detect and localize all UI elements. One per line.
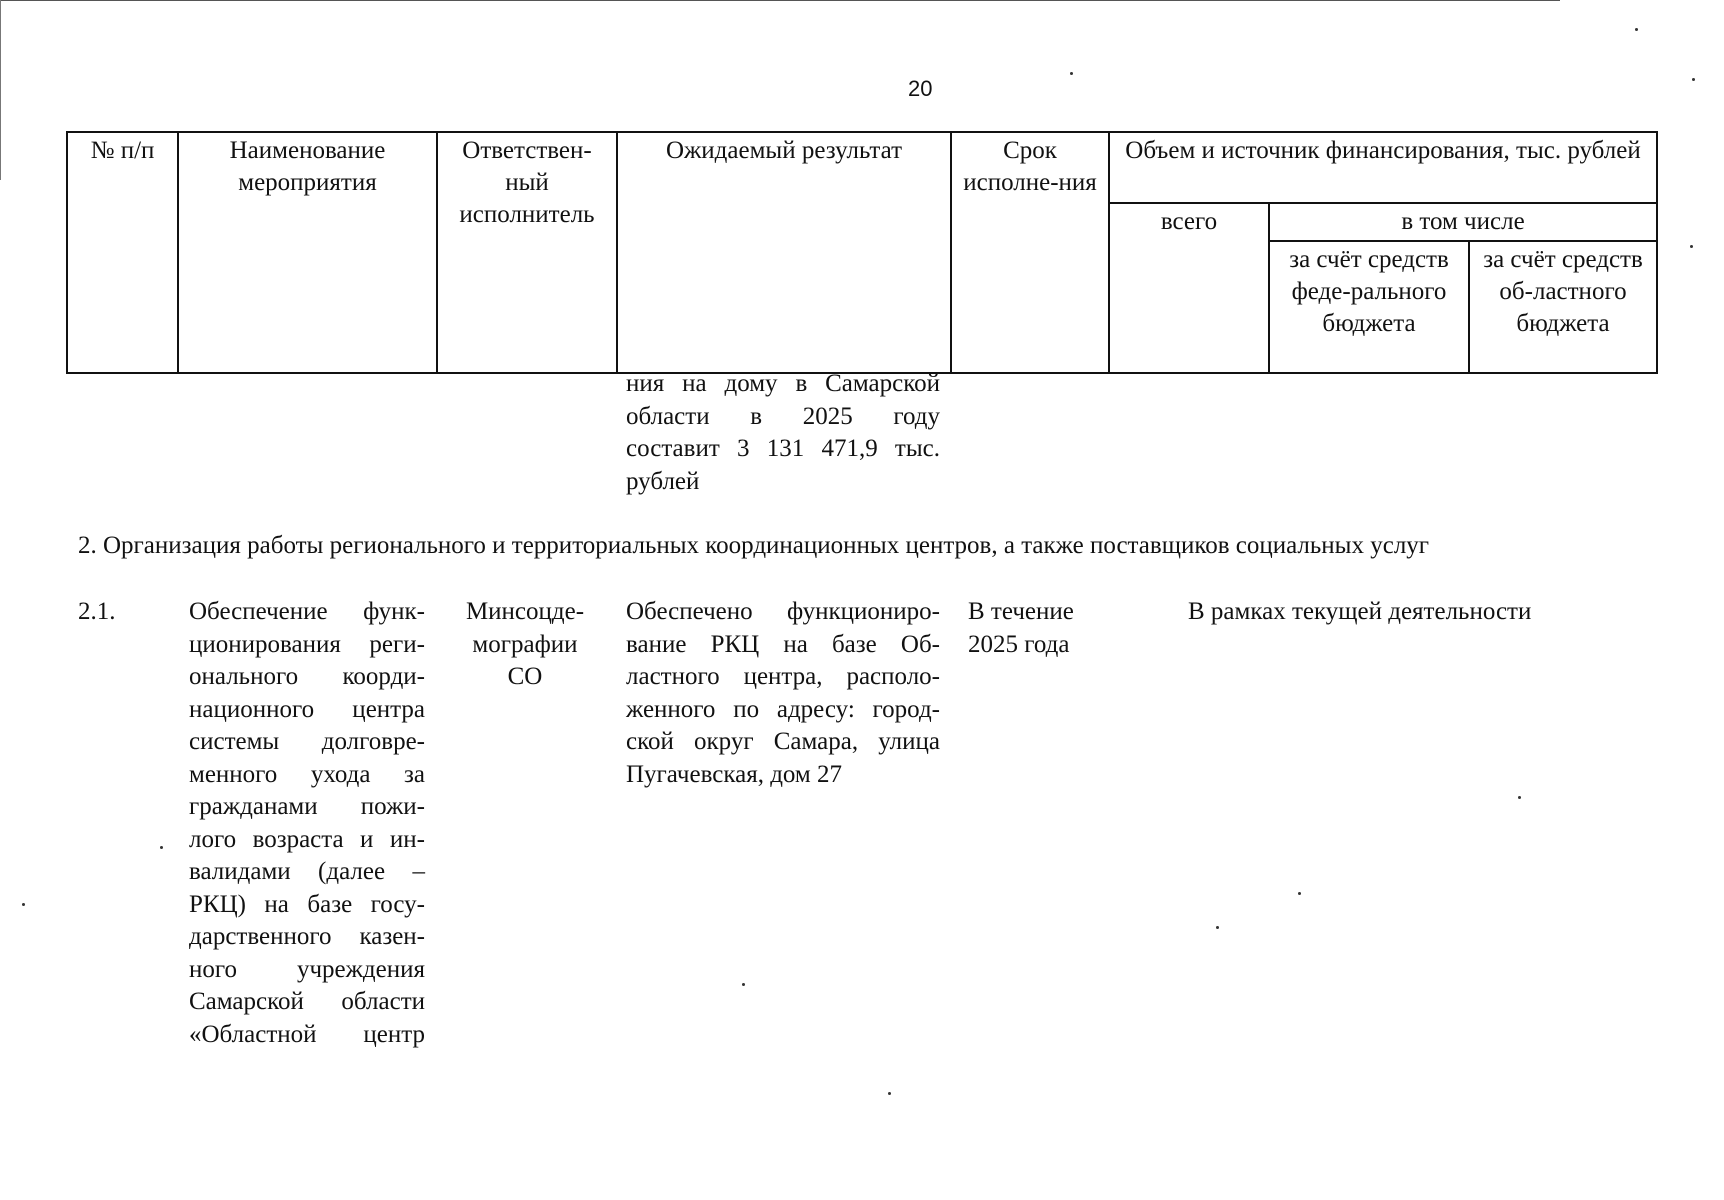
header-federal-budget: за счёт средств феде-рального бюджета [1269, 241, 1469, 373]
header-expected-result: Ожидаемый результат [617, 132, 951, 373]
text-line: 2025 года [968, 630, 1070, 658]
text-line: Пугачевская, дом 27 [626, 760, 843, 788]
text-line: ного учреждения [189, 955, 425, 983]
header-activity-name: Наименование мероприятия [178, 132, 437, 373]
scan-speck [1635, 28, 1638, 31]
row-executor [448, 596, 602, 694]
text-line: Обеспечено функциониро- [626, 598, 940, 625]
header-regional-budget: за счёт средств об-ластного бюджета [1469, 241, 1657, 373]
scan-speck [1690, 245, 1693, 248]
header-total: всего [1109, 203, 1269, 373]
text-line: национного центра [189, 695, 425, 723]
section-heading: 2. Организация работы регионального и территориальных координационных центров, а также поставщиков социальных услуг [78, 532, 1430, 559]
text-line: мографии [472, 630, 578, 658]
scan-speck [1216, 926, 1219, 929]
text-line: В течение [968, 598, 1074, 625]
scan-speck [888, 1092, 891, 1095]
header-financing: Объем и источник финансирования, тыс. рублей [1109, 132, 1657, 203]
scan-speck [1692, 78, 1695, 81]
text-line: системы долговре- [189, 728, 425, 755]
text-line: менного ухода за [189, 760, 425, 788]
scan-speck [22, 903, 25, 906]
text-line: ластного центра, располо- [626, 663, 940, 690]
text-line: Самарской области [189, 988, 425, 1015]
text-line: дарственного казен- [189, 923, 425, 950]
text-line: Минсоцде- [465, 598, 585, 625]
header-executor: Ответствен-ный исполнитель [437, 132, 617, 373]
row-financing: В рамках текущей деятельности [1188, 598, 1532, 625]
scan-speck [1070, 72, 1073, 75]
header-including: в том числе [1269, 203, 1657, 241]
text-line: гражданами пожи- [189, 793, 425, 820]
scan-speck [1518, 796, 1521, 799]
scan-edge-left [0, 0, 1, 180]
text-line: Обеспечение функ- [189, 598, 425, 625]
text-line: РКЦ) на базе госу- [189, 890, 425, 918]
text-line: СО [507, 663, 543, 690]
text-line: ской округ Самара, улица [626, 728, 940, 755]
header-period: Срок исполне-ния [951, 132, 1109, 373]
text-line: рублей [626, 467, 700, 495]
text-line: составит 3 131 471,9 тыс. [626, 435, 940, 462]
page-number: 20 [908, 76, 933, 101]
scan-speck [160, 846, 163, 849]
row-expected-result [626, 596, 940, 791]
text-line: женного по адресу: город- [626, 695, 940, 723]
text-line: «Областной центр [189, 1020, 425, 1048]
scan-speck [1298, 892, 1301, 895]
text-line: вание РКЦ на базе Об- [626, 630, 940, 658]
row-period [968, 596, 1118, 661]
text-line: ния на дому в Самарской [626, 370, 940, 397]
continued-expected-result [626, 368, 940, 498]
row-number: 2.1. [78, 598, 116, 625]
text-line: онального коорди- [189, 663, 425, 690]
text-line: валидами (далее – [189, 858, 425, 885]
table-header [66, 131, 1658, 374]
text-line: лого возраста и ин- [189, 825, 425, 853]
scan-edge-top [0, 0, 1560, 1]
text-line: ционирования реги- [189, 630, 425, 658]
header-number: № п/п [67, 132, 178, 373]
row-activity-name [189, 596, 425, 1051]
text-line: области в 2025 году [626, 402, 940, 430]
scan-speck [742, 983, 745, 986]
